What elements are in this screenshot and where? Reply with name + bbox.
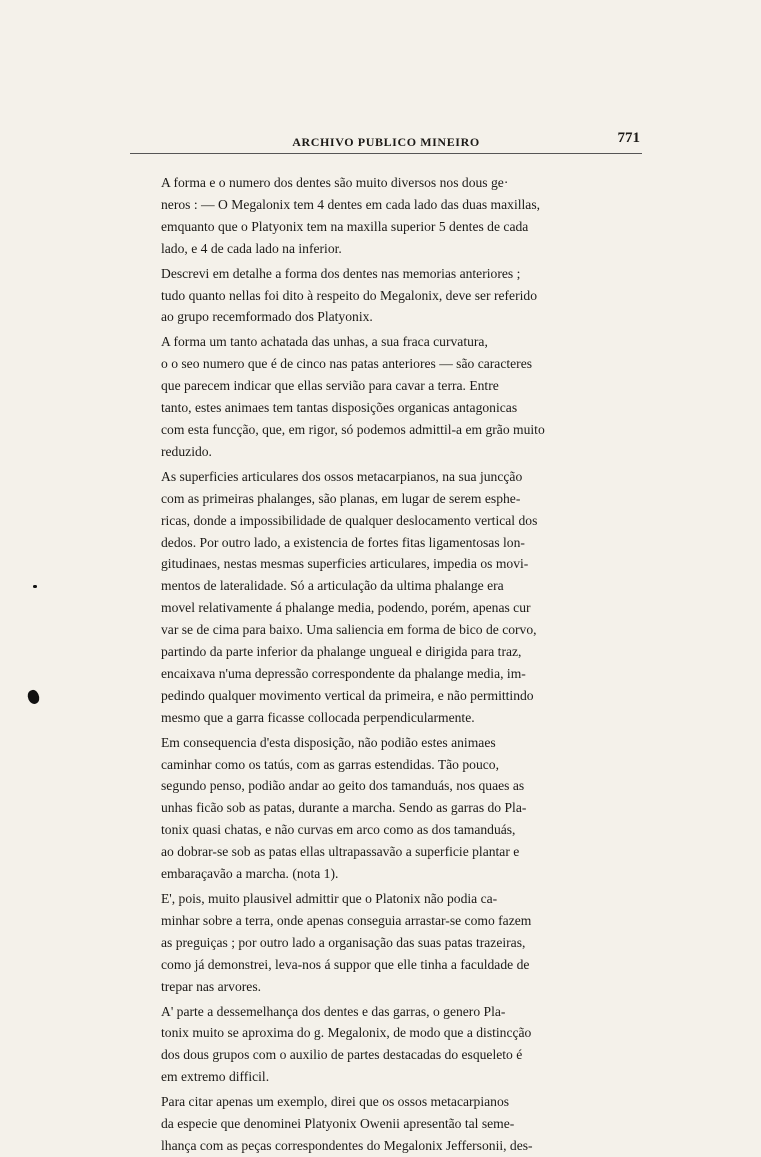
text-line: embaraçavão a marcha. (nota 1). [161,866,339,882]
text-line: Para citar apenas um exemplo, direi que os ossos metacarpianos [161,1094,510,1110]
text-line: tonix muito se aproxima do g. Megalonix, de modo que a distincção [161,1025,532,1041]
running-head [130,130,642,150]
running-title: ARCHIVO PUBLICO MINEIRO [292,135,480,149]
text-line: as preguiças ; por outro lado a organisação das suas patas trazeiras, [161,934,526,950]
page-number: 771 [617,130,640,146]
text-line: da especie que denominei Platyonix Owenii apresentão tal seme- [161,1116,515,1132]
text-line: ao dobrar-se sob as patas ellas ultrapassavão a superficie plantar e [161,844,520,860]
paragraph [133,888,640,998]
text-line: A forma e o numero dos dentes são muito diversos nos dous ge· [161,175,509,190]
text-line: Descrevi em detalhe a forma dos dentes nas memorias anteriores ; [161,265,521,281]
text-line: unhas ficão sob as patas, durante a marcha. Sendo as garras do Pla- [161,800,527,816]
ink-speck [33,585,37,588]
text-line: lhança com as peças correspondentes do Megalonix Jeffersonii, des- [161,1137,533,1153]
text-line: emquanto que o Platyonix tem na maxilla superior 5 dentes de cada [161,218,529,234]
paragraph [133,466,640,729]
text-line: o o seo numero que é de cinco nas patas anteriores — são caracteres [161,356,533,372]
text-line: tonix quasi chatas, e não curvas em arco como as dos tamanduás, [161,822,516,838]
body-text [133,172,640,1157]
text-line: dos dous grupos com o auxilio de partes destacadas do esqueleto é [161,1047,523,1063]
text-line: Em consequencia d'esta disposição, não podião estes animaes [161,734,496,750]
text-line: mesmo que a garra ficasse collocada perpendicularmente. [161,709,475,725]
text-line: dedos. Por outro lado, a existencia de fortes fitas ligamentosas lon- [161,534,525,550]
text-line: A' parte a dessemelhança dos dentes e das garras, o genero Pla- [161,1003,506,1019]
text-line: com as primeiras phalanges, são planas, em lugar de serem esphe- [161,490,521,506]
text-line: E', pois, muito plausivel admittir que o Platonix não podia ca- [161,891,498,906]
text-line: A forma um tanto achatada das unhas, a sua fraca curvatura, [161,334,488,350]
text-line: ricas, donde a impossibilidade de qualquer deslocamento vertical dos [161,512,538,528]
text-line: tanto, estes animaes tem tantas disposições organicas antagonicas [161,400,518,416]
paragraph [133,331,640,462]
text-line: reduzido. [161,443,212,459]
text-line: movel relativamente á phalange media, podendo, porém, apenas cur [161,600,531,616]
paragraph [133,732,640,885]
text-line: encaixava n'uma depressão correspondente da phalange media, im- [161,665,526,681]
text-line: caminhar como os tatús, com as garras estendidas. Tão pouco, [161,756,499,772]
text-line: tudo quanto nellas foi dito à respeito do Megalonix, deve ser referido [161,287,537,303]
text-line: As superficies articulares dos ossos metacarpianos, na sua juncção [161,468,523,484]
text-line: segundo penso, podião andar ao geito dos tamanduás, nos quaes as [161,778,525,794]
text-line: pedindo qualquer movimento vertical da primeira, e não permittindo [161,687,534,703]
paragraph [133,1091,640,1157]
text-line: partindo da parte inferior da phalange ungueal e dirigida para traz, [161,644,522,660]
text-line: trepar nas arvores. [161,978,262,994]
paragraph [133,172,640,260]
text-line: em extremo difficil. [161,1069,270,1085]
paragraph [133,263,640,329]
text-line: lado, e 4 de cada lado na inferior. [161,240,342,256]
ink-blot [26,688,42,705]
text-line: ao grupo recemformado dos Platyonix. [161,309,373,325]
text-line: gitudinaes, nestas mesmas superficies articulares, impedia os movi- [161,556,529,572]
text-line: minhar sobre a terra, onde apenas conseguia arrastar-se como fazem [161,912,532,928]
paragraph [133,1001,640,1089]
text-line: mentos de lateralidade. Só a articulação da ultima phalange era [161,578,504,594]
header-rule [130,153,642,154]
text-line: com esta funcção, que, em rigor, só podemos admittil-a em grão muito [161,421,545,437]
text-line: var se de cima para baixo. Uma saliencia em forma de bico de corvo, [161,622,537,638]
text-line: neros : — O Megalonix tem 4 dentes em cada lado das duas maxillas, [161,196,541,212]
text-line: como já demonstrei, leva-nos á suppor que elle tinha a faculdade de [161,956,530,972]
text-line: que parecem indicar que ellas servião para cavar a terra. Entre [161,378,499,394]
